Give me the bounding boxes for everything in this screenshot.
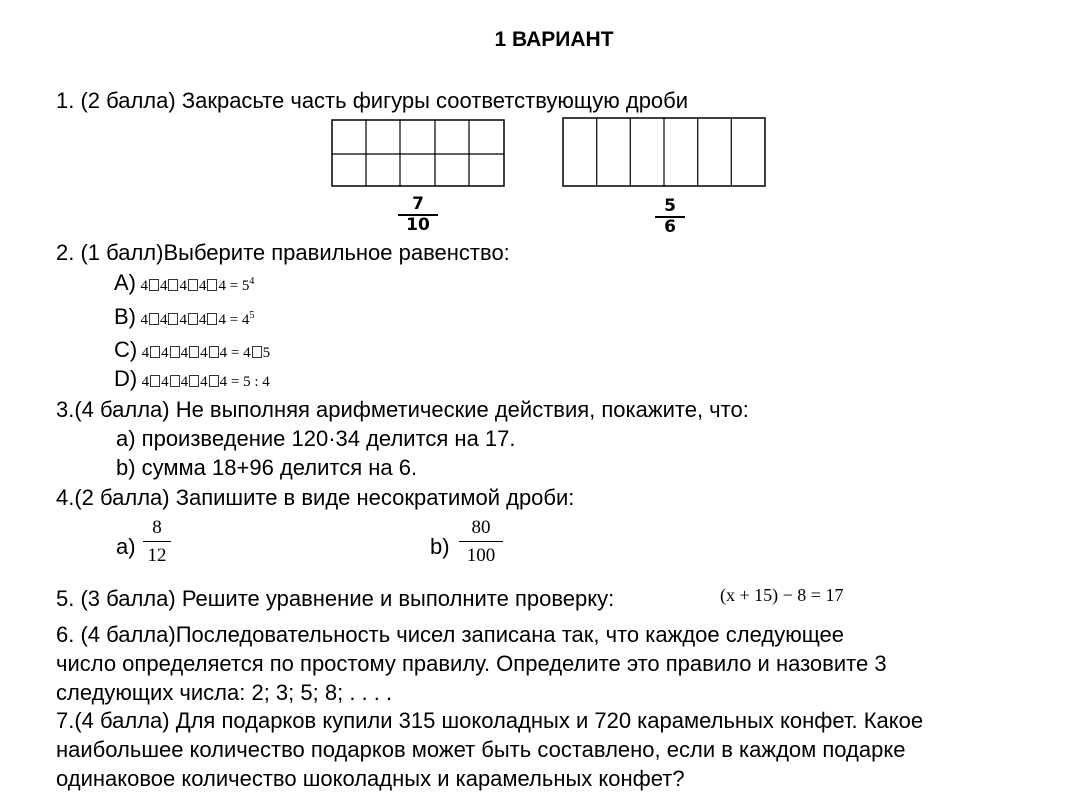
fraction-1-numerator: 7 (412, 194, 424, 214)
task-4-text: 4.(2 балла) Запишите в виде несократимой дроби: (56, 485, 575, 510)
option-b[interactable] (114, 304, 254, 330)
task-4-b-fraction (459, 518, 503, 566)
task-4-b-denominator: 100 (459, 541, 503, 566)
option-a-equation: 4 4 4 4 $4 = 5^4$ (140, 276, 255, 294)
task-2-text: 2. (1 балл)Выберите правильное равенство: (56, 240, 510, 265)
task-4-a-label: a) (116, 534, 136, 559)
task-6-line-3: следующих числа: 2; 3; 5; 8; . . . . (56, 680, 393, 705)
option-c[interactable] (114, 337, 270, 363)
task-4-a-denominator: 12 (143, 541, 171, 566)
task-4-b-label: b) (430, 534, 450, 559)
task-6-line-1: 6. (4 балла)Последовательность чисел записана так, что каждое следующее (56, 622, 845, 647)
task-7-line-1: 7.(4 балла) Для подарков купили 315 шоколадных и 720 карамельных конфет. Какое (56, 708, 924, 733)
fraction-label-1 (398, 196, 438, 233)
option-c-equation: 4 4 4 4 4 = 4 5 (141, 345, 271, 361)
fraction-label-2 (655, 198, 685, 235)
option-b-equation: 4 4 4 4 $4 = 4^5$ (140, 310, 255, 328)
fraction-2-numerator: 5 (664, 196, 676, 216)
option-a-label: A) (114, 270, 136, 295)
task-4-a-numerator: 8 (152, 517, 162, 538)
task-4-b-numerator: 80 (471, 517, 491, 538)
option-a[interactable] (114, 270, 254, 296)
figure-grid-2 (561, 116, 767, 188)
task-3-b: b) сумма 18+96 делится на 6. (116, 455, 418, 480)
task-7-line-3: одинаковое количество шоколадных и карамельных конфет? (56, 766, 685, 791)
fraction-2-denominator: 6 (655, 216, 685, 235)
task-1-text: 1. (2 балла) Закрасьте часть фигуры соответствующую дроби (56, 88, 689, 113)
option-b-label: B) (114, 304, 136, 329)
fraction-1-denominator: 10 (398, 214, 438, 233)
page-title: 1 ВАРИАНТ (494, 28, 614, 51)
option-c-label: C) (114, 337, 138, 362)
task-7-line-2: наибольшее количество подарков может быть составлено, если в каждом подарке (56, 737, 906, 762)
task-3-a: a) произведение 120·34 делится на 17. (116, 426, 516, 451)
option-d-equation: 4 4 4 4 4 = 5 : 4 (141, 374, 270, 390)
task-5-text: 5. (3 балла) Решите уравнение и выполните проверку: (56, 586, 615, 611)
task-4-a-fraction (143, 518, 171, 566)
task-5-equation: (x + 15) − 8 = 17 (720, 585, 844, 605)
option-d[interactable] (114, 366, 270, 392)
task-3-text: 3.(4 балла) Не выполняя арифметические действия, покажите, что: (56, 397, 749, 422)
task-6-line-2: число определяется по простому правилу. Определите это правило и назовите 3 (56, 651, 887, 676)
figure-grid-1 (331, 118, 505, 188)
option-d-label: D) (114, 366, 138, 391)
